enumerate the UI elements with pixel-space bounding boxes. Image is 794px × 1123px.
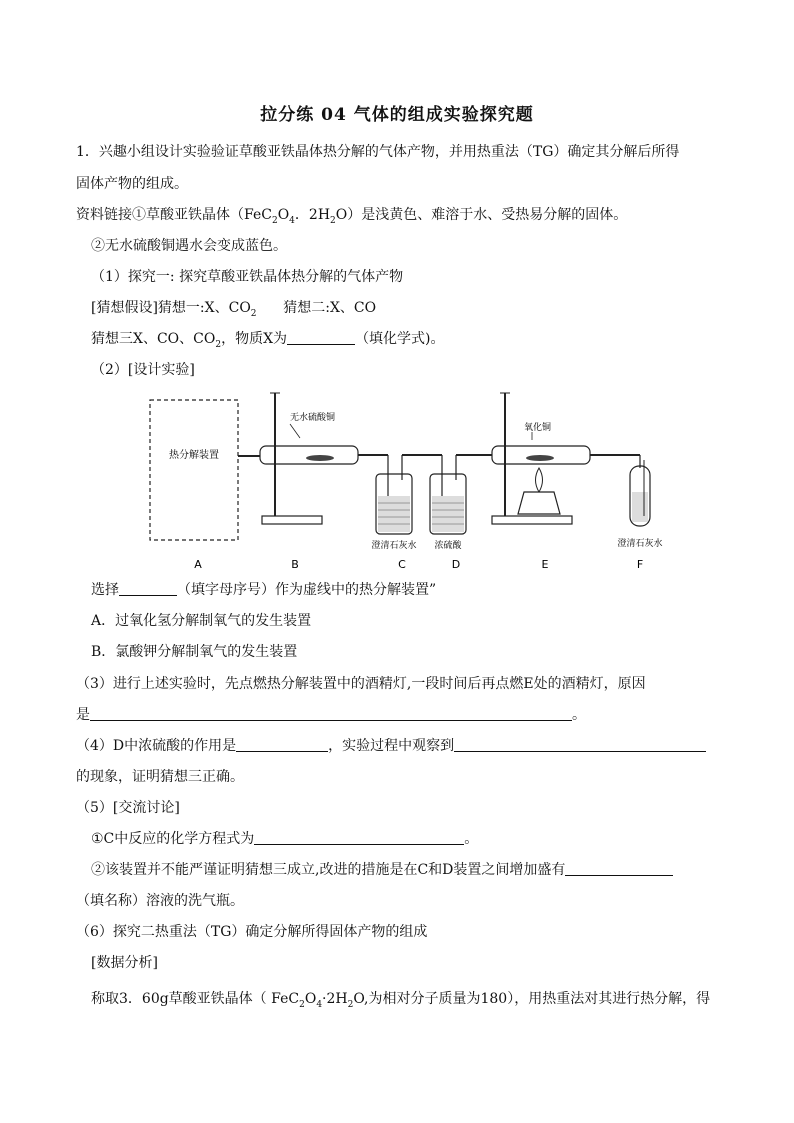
part6-heading: （6）探究二热重法（TG）确定分解所得固体产物的组成: [76, 924, 428, 940]
part2-heading: （2）[设计实验]: [91, 362, 195, 378]
stand-base-e: [492, 516, 572, 524]
answer-blank-h2so4[interactable]: [236, 737, 328, 752]
page-title: 拉分练 04 气体的组成实验探究题: [260, 105, 534, 125]
part5-item2-cont: （填名称）溶液的洗气瓶。: [76, 893, 244, 909]
answer-blank-solution[interactable]: [565, 861, 673, 876]
part5-heading: （5）[交流讨论]: [76, 800, 180, 816]
q1-intro-line2: 固体产物的组成。: [76, 176, 188, 192]
apparatus-diagram: [140, 388, 700, 578]
info-cuso4-line: ②无水硫酸铜遇水会变成蓝色。: [91, 238, 287, 254]
answer-blank-equation[interactable]: [254, 830, 464, 845]
stand-base-b: [262, 516, 322, 524]
label-e: E: [541, 558, 549, 571]
part5-item2: ②该装置并不能严谨证明猜想三成立,改进的措施是在C和D装置之间增加盛有: [91, 860, 673, 880]
label-a: A: [194, 558, 202, 571]
q1-intro-line1: 1．兴趣小组设计实验验证草酸亚铁晶体热分解的气体产物，并用热重法（TG）确定其分解后所得: [76, 144, 680, 160]
info-link-line: 资料链接①草酸亚铁晶体（$FeC_2O_4$．$2H_2O$）是浅黄色、难溶于水、受热易分解的固体。: [76, 207, 628, 226]
option-a: A．过氧化氢分解制氧气的发生装置: [91, 613, 312, 629]
box-label: 热分解装置: [169, 450, 219, 461]
label-d: D: [451, 558, 461, 571]
part3-line2: 是 。: [76, 707, 586, 723]
limewater-c-label: 澄清石灰水: [371, 541, 417, 551]
answer-blank-reason[interactable]: [90, 706, 572, 721]
part6-last-line: 称取3．60g草酸亚铁晶体（ $FeC_2O_4\cdot 2H_2O$,为相对分子质量为180），用热重法对其进行热分解，得: [91, 991, 711, 1010]
part4-line2: 的现象，证明猜想三正确。: [76, 769, 244, 785]
label-b: B: [291, 558, 299, 571]
cuo-label: 氧化铜: [524, 423, 552, 433]
limewater-f-label: 澄清石灰水: [617, 539, 663, 549]
h2so4-d-label: 浓硫酸: [434, 541, 462, 551]
dashed-box-a: [150, 400, 238, 540]
data-analysis-label: [数据分析]: [91, 955, 158, 971]
label-f: F: [636, 558, 644, 571]
answer-blank-observation[interactable]: [454, 737, 706, 752]
cuso4-label: 无水硫酸铜: [290, 413, 336, 423]
part5-item1: ①C中反应的化学方程式为 。: [91, 831, 479, 847]
part3-line1: （3）进行上述实验时，先点燃热分解装置中的酒精灯,一段时间后再点燃E处的酒精灯，原因: [76, 676, 646, 692]
tube-e: [492, 446, 590, 464]
cuso4-powder: [306, 455, 334, 461]
answer-blank-x[interactable]: [287, 330, 355, 345]
answer-blank-select[interactable]: [119, 581, 177, 596]
part4-line1: （4）D中浓硫酸的作用是 ，实验过程中观察到: [76, 736, 706, 756]
hypothesis-line: [猜想假设]猜想一:X、$CO_2$ 猜想二:X、CO: [91, 300, 377, 319]
hypothesis3-line: 猜想三X、CO、$CO_2$，物质X为 （填化学式)。: [91, 331, 445, 350]
label-c: C: [398, 558, 406, 571]
select-line: 选择 （填字母序号）作为虚线中的热分解装置”: [91, 582, 437, 598]
part1-heading: （1）探究一: 探究草酸亚铁晶体热分解的气体产物: [91, 269, 404, 285]
cuo-powder: [526, 455, 554, 461]
option-b: B．氯酸钾分解制氧气的发生装置: [91, 644, 298, 660]
alcohol-lamp: [518, 492, 560, 514]
